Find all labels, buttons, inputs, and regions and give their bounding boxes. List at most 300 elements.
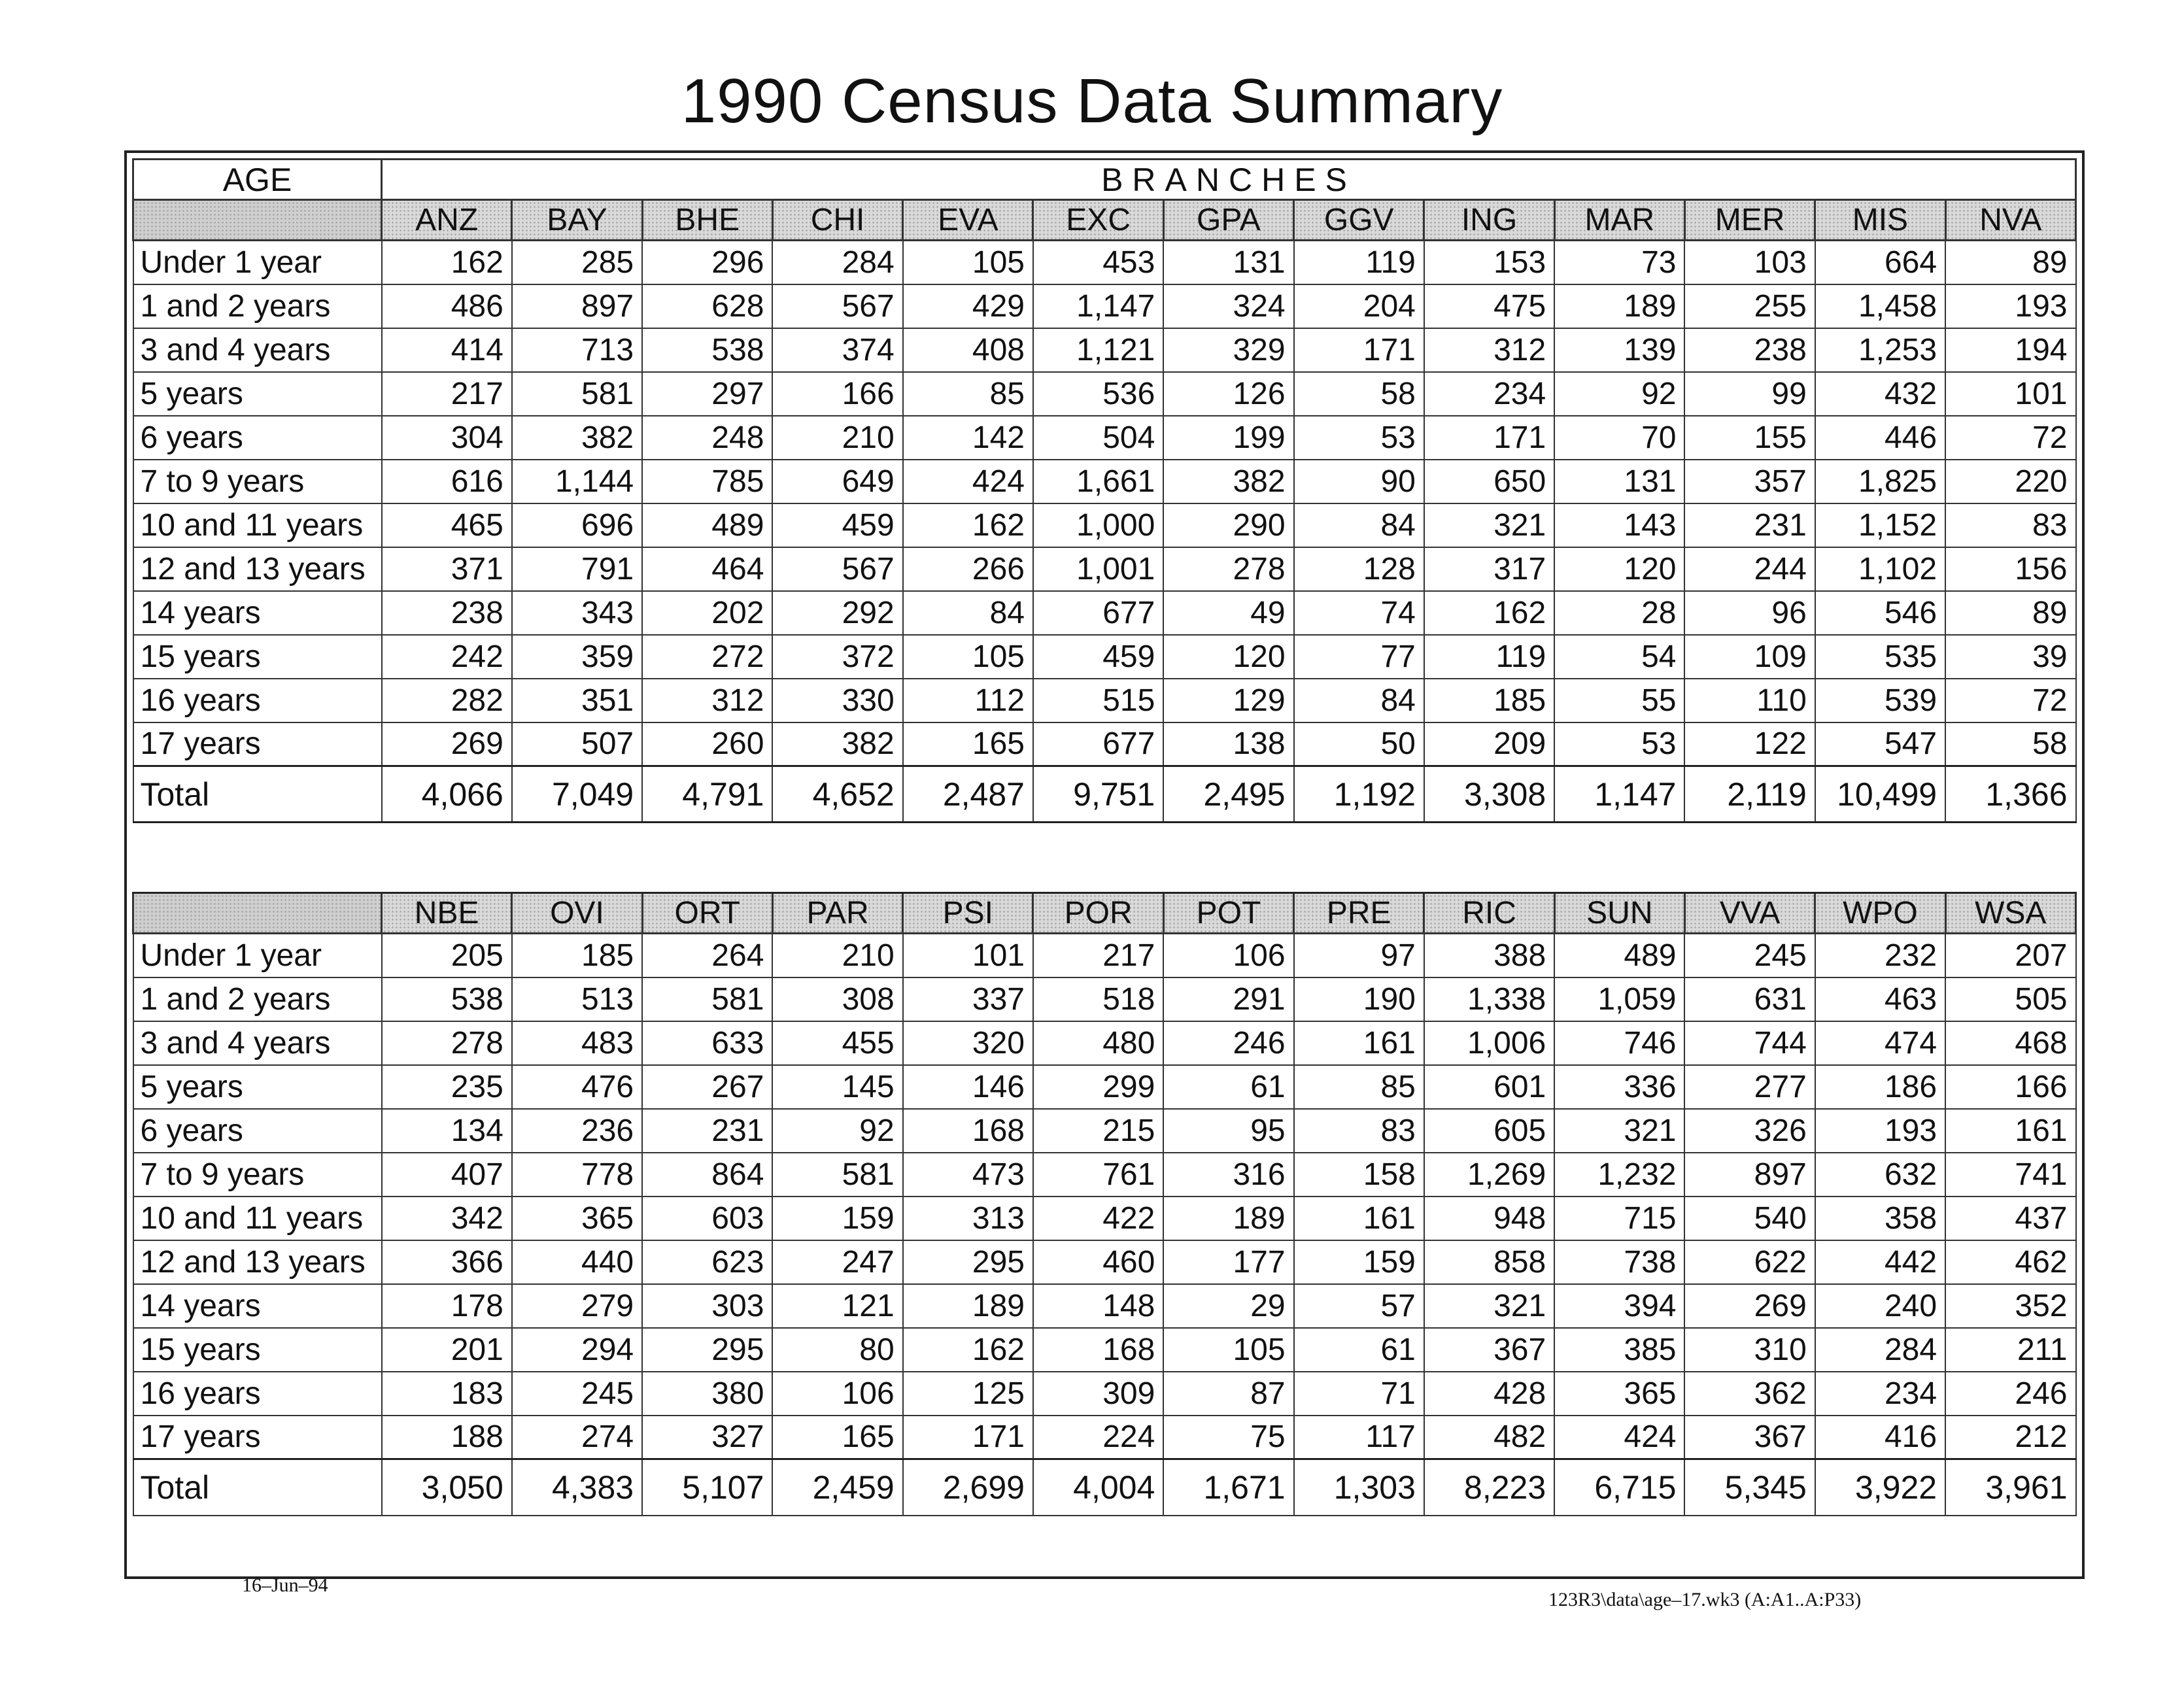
branch-code: POR <box>1033 893 1163 934</box>
population-cell: 162 <box>903 1328 1033 1372</box>
population-cell: 489 <box>642 503 772 547</box>
population-cell: 382 <box>512 416 642 460</box>
table-row <box>133 1153 2076 1197</box>
population-cell: 677 <box>1033 722 1163 766</box>
population-cell: 166 <box>1945 1065 2075 1109</box>
branch-code: NVA <box>1945 200 2075 241</box>
population-cell: 1,144 <box>512 460 642 503</box>
total-cell: 1,366 <box>1945 766 2075 823</box>
population-cell: 408 <box>903 328 1033 372</box>
population-cell: 199 <box>1163 416 1293 460</box>
population-cell: 146 <box>903 1065 1033 1109</box>
population-cell: 424 <box>1554 1416 1684 1459</box>
population-cell: 247 <box>772 1240 902 1284</box>
branch-code: GGV <box>1294 200 1424 241</box>
population-cell: 72 <box>1945 416 2075 460</box>
population-cell: 303 <box>642 1284 772 1328</box>
population-cell: 462 <box>1945 1240 2075 1284</box>
population-cell: 321 <box>1424 1284 1554 1328</box>
branch-code: VVA <box>1684 893 1815 934</box>
population-cell: 264 <box>642 934 772 977</box>
population-cell: 864 <box>642 1153 772 1197</box>
population-cell: 90 <box>1294 460 1424 503</box>
population-cell: 224 <box>1033 1416 1163 1459</box>
population-cell: 547 <box>1815 722 1945 766</box>
branch-code: WSA <box>1945 893 2075 934</box>
population-cell: 432 <box>1815 372 1945 416</box>
population-cell: 53 <box>1554 722 1684 766</box>
age-group-label: Under 1 year <box>133 241 382 284</box>
population-cell: 166 <box>772 372 902 416</box>
population-cell: 468 <box>1945 1021 2075 1065</box>
total-cell: 4,066 <box>382 766 512 823</box>
population-cell: 171 <box>1294 328 1424 372</box>
population-cell: 101 <box>903 934 1033 977</box>
population-cell: 1,001 <box>1033 547 1163 591</box>
population-cell: 422 <box>1033 1197 1163 1240</box>
population-cell: 535 <box>1815 635 1945 679</box>
population-cell: 416 <box>1815 1416 1945 1459</box>
age-group-label: 15 years <box>133 635 382 679</box>
population-cell: 188 <box>382 1416 512 1459</box>
population-cell: 61 <box>1163 1065 1293 1109</box>
population-cell: 744 <box>1684 1021 1815 1065</box>
population-cell: 380 <box>642 1372 772 1416</box>
population-cell: 394 <box>1554 1284 1684 1328</box>
population-cell: 212 <box>1945 1416 2075 1459</box>
population-cell: 540 <box>1684 1197 1815 1240</box>
population-cell: 235 <box>382 1065 512 1109</box>
table-row <box>133 1197 2076 1240</box>
population-cell: 248 <box>642 416 772 460</box>
population-cell: 73 <box>1554 241 1684 284</box>
population-cell: 112 <box>903 679 1033 722</box>
age-group-label: 16 years <box>133 1372 382 1416</box>
population-cell: 312 <box>642 679 772 722</box>
total-cell: 1,303 <box>1294 1459 1424 1516</box>
total-cell: 10,499 <box>1815 766 1945 823</box>
population-cell: 103 <box>1684 241 1815 284</box>
population-cell: 28 <box>1554 591 1684 635</box>
total-label: Total <box>133 766 382 823</box>
table-row <box>133 241 2076 284</box>
branch-code: MAR <box>1554 200 1684 241</box>
age-group-label: 7 to 9 years <box>133 1153 382 1197</box>
population-cell: 474 <box>1815 1021 1945 1065</box>
population-cell: 313 <box>903 1197 1033 1240</box>
population-cell: 72 <box>1945 679 2075 722</box>
population-cell: 567 <box>772 284 902 328</box>
census-table-frame <box>124 150 2085 1579</box>
population-cell: 234 <box>1424 372 1554 416</box>
branch-code: ANZ <box>382 200 512 241</box>
population-cell: 424 <box>903 460 1033 503</box>
population-cell: 158 <box>1294 1153 1424 1197</box>
population-cell: 278 <box>1163 547 1293 591</box>
branch-code: PRE <box>1294 893 1424 934</box>
population-cell: 159 <box>1294 1240 1424 1284</box>
population-cell: 70 <box>1554 416 1684 460</box>
age-group-label: 10 and 11 years <box>133 503 382 547</box>
population-cell: 71 <box>1294 1372 1424 1416</box>
population-cell: 385 <box>1554 1328 1684 1372</box>
population-cell: 329 <box>1163 328 1293 372</box>
population-cell: 129 <box>1163 679 1293 722</box>
total-label: Total <box>133 1459 382 1516</box>
table-row <box>133 1416 2076 1459</box>
population-cell: 119 <box>1424 635 1554 679</box>
population-cell: 616 <box>382 460 512 503</box>
population-cell: 74 <box>1294 591 1424 635</box>
total-cell: 3,050 <box>382 1459 512 1516</box>
total-row <box>133 766 2076 823</box>
population-cell: 1,232 <box>1554 1153 1684 1197</box>
population-cell: 282 <box>382 679 512 722</box>
population-cell: 480 <box>1033 1021 1163 1065</box>
total-cell: 3,922 <box>1815 1459 1945 1516</box>
population-cell: 106 <box>772 1372 902 1416</box>
population-cell: 232 <box>1815 934 1945 977</box>
population-cell: 367 <box>1684 1416 1815 1459</box>
total-cell: 9,751 <box>1033 766 1163 823</box>
table-row <box>133 1284 2076 1328</box>
population-cell: 202 <box>642 591 772 635</box>
population-cell: 310 <box>1684 1328 1815 1372</box>
population-cell: 761 <box>1033 1153 1163 1197</box>
population-cell: 631 <box>1684 977 1815 1021</box>
population-cell: 75 <box>1163 1416 1293 1459</box>
table-row <box>133 1021 2076 1065</box>
population-cell: 77 <box>1294 635 1424 679</box>
total-cell: 8,223 <box>1424 1459 1554 1516</box>
total-cell: 3,961 <box>1945 1459 2075 1516</box>
population-cell: 1,006 <box>1424 1021 1554 1065</box>
population-cell: 664 <box>1815 241 1945 284</box>
age-group-label: 7 to 9 years <box>133 460 382 503</box>
population-cell: 161 <box>1294 1197 1424 1240</box>
population-cell: 538 <box>642 328 772 372</box>
population-cell: 778 <box>512 1153 642 1197</box>
population-cell: 482 <box>1424 1416 1554 1459</box>
population-cell: 105 <box>903 241 1033 284</box>
population-cell: 622 <box>1684 1240 1815 1284</box>
population-cell: 131 <box>1554 460 1684 503</box>
table-row <box>133 284 2076 328</box>
population-cell: 290 <box>1163 503 1293 547</box>
branch-code: MIS <box>1815 200 1945 241</box>
population-cell: 101 <box>1945 372 2075 416</box>
population-cell: 153 <box>1424 241 1554 284</box>
population-cell: 193 <box>1815 1109 1945 1153</box>
branch-code: ING <box>1424 200 1554 241</box>
population-cell: 741 <box>1945 1153 2075 1197</box>
population-cell: 312 <box>1424 328 1554 372</box>
table-row <box>133 722 2076 766</box>
population-cell: 948 <box>1424 1197 1554 1240</box>
population-cell: 539 <box>1815 679 1945 722</box>
branch-code: WPO <box>1815 893 1945 934</box>
population-cell: 255 <box>1684 284 1815 328</box>
age-group-label: 12 and 13 years <box>133 1240 382 1284</box>
population-cell: 117 <box>1294 1416 1424 1459</box>
population-cell: 507 <box>512 722 642 766</box>
population-cell: 382 <box>772 722 902 766</box>
age-group-label: 6 years <box>133 416 382 460</box>
population-cell: 29 <box>1163 1284 1293 1328</box>
branch-code: EXC <box>1033 200 1163 241</box>
population-cell: 359 <box>512 635 642 679</box>
population-cell: 476 <box>512 1065 642 1109</box>
population-cell: 85 <box>1294 1065 1424 1109</box>
population-cell: 97 <box>1294 934 1424 977</box>
table-row <box>133 1372 2076 1416</box>
population-cell: 1,121 <box>1033 328 1163 372</box>
population-cell: 475 <box>1424 284 1554 328</box>
population-cell: 168 <box>1033 1328 1163 1372</box>
population-cell: 260 <box>642 722 772 766</box>
population-cell: 649 <box>772 460 902 503</box>
total-cell: 5,107 <box>642 1459 772 1516</box>
population-cell: 623 <box>642 1240 772 1284</box>
population-cell: 138 <box>1163 722 1293 766</box>
total-cell: 1,671 <box>1163 1459 1293 1516</box>
table-row <box>133 977 2076 1021</box>
population-cell: 57 <box>1294 1284 1424 1328</box>
population-cell: 134 <box>382 1109 512 1153</box>
population-cell: 204 <box>1294 284 1424 328</box>
population-cell: 437 <box>1945 1197 2075 1240</box>
population-cell: 460 <box>1033 1240 1163 1284</box>
population-cell: 791 <box>512 547 642 591</box>
population-cell: 513 <box>512 977 642 1021</box>
age-group-label: 1 and 2 years <box>133 977 382 1021</box>
table-row <box>133 1240 2076 1284</box>
population-cell: 327 <box>642 1416 772 1459</box>
total-cell: 4,791 <box>642 766 772 823</box>
total-cell: 2,699 <box>903 1459 1033 1516</box>
population-cell: 321 <box>1424 503 1554 547</box>
population-cell: 246 <box>1163 1021 1293 1065</box>
branch-code: OVI <box>512 893 642 934</box>
population-cell: 407 <box>382 1153 512 1197</box>
population-cell: 279 <box>512 1284 642 1328</box>
population-cell: 245 <box>512 1372 642 1416</box>
population-cell: 715 <box>1554 1197 1684 1240</box>
population-cell: 156 <box>1945 547 2075 591</box>
population-cell: 178 <box>382 1284 512 1328</box>
population-cell: 343 <box>512 591 642 635</box>
population-cell: 429 <box>903 284 1033 328</box>
population-cell: 125 <box>903 1372 1033 1416</box>
population-cell: 58 <box>1945 722 2075 766</box>
population-cell: 274 <box>512 1416 642 1459</box>
population-cell: 185 <box>1424 679 1554 722</box>
age-group-label: 14 years <box>133 1284 382 1328</box>
total-cell: 2,459 <box>772 1459 902 1516</box>
population-cell: 365 <box>512 1197 642 1240</box>
population-cell: 414 <box>382 328 512 372</box>
table-row <box>133 547 2076 591</box>
population-cell: 120 <box>1554 547 1684 591</box>
population-cell: 126 <box>1163 372 1293 416</box>
population-cell: 330 <box>772 679 902 722</box>
population-cell: 80 <box>772 1328 902 1372</box>
age-group-label: 15 years <box>133 1328 382 1372</box>
population-cell: 337 <box>903 977 1033 1021</box>
branches-header: BRANCHES <box>382 160 2076 200</box>
population-cell: 536 <box>1033 372 1163 416</box>
population-cell: 453 <box>1033 241 1163 284</box>
population-cell: 486 <box>382 284 512 328</box>
population-cell: 84 <box>903 591 1033 635</box>
age-group-label: 17 years <box>133 1416 382 1459</box>
population-cell: 87 <box>1163 1372 1293 1416</box>
population-cell: 171 <box>903 1416 1033 1459</box>
branch-code: BAY <box>512 200 642 241</box>
population-cell: 581 <box>772 1153 902 1197</box>
population-cell: 162 <box>1424 591 1554 635</box>
age-group-label: 3 and 4 years <box>133 1021 382 1065</box>
population-cell: 155 <box>1684 416 1815 460</box>
population-cell: 371 <box>382 547 512 591</box>
population-cell: 83 <box>1945 503 2075 547</box>
population-cell: 240 <box>1815 1284 1945 1328</box>
population-cell: 463 <box>1815 977 1945 1021</box>
population-cell: 161 <box>1294 1021 1424 1065</box>
population-cell: 84 <box>1294 679 1424 722</box>
table-row <box>133 1328 2076 1372</box>
total-row <box>133 1459 2076 1516</box>
population-cell: 92 <box>772 1109 902 1153</box>
age-group-label: 16 years <box>133 679 382 722</box>
branch-code: SUN <box>1554 893 1684 934</box>
population-cell: 183 <box>382 1372 512 1416</box>
population-cell: 382 <box>1163 460 1293 503</box>
population-cell: 142 <box>903 416 1033 460</box>
population-cell: 326 <box>1684 1109 1815 1153</box>
population-cell: 473 <box>903 1153 1033 1197</box>
population-cell: 362 <box>1684 1372 1815 1416</box>
branch-code: ORT <box>642 893 772 934</box>
population-cell: 601 <box>1424 1065 1554 1109</box>
population-cell: 194 <box>1945 328 2075 372</box>
population-cell: 54 <box>1554 635 1684 679</box>
age-group-label: 14 years <box>133 591 382 635</box>
branch-code: NBE <box>382 893 512 934</box>
header-row <box>133 160 2076 200</box>
population-cell: 209 <box>1424 722 1554 766</box>
population-cell: 324 <box>1163 284 1293 328</box>
population-cell: 546 <box>1815 591 1945 635</box>
population-cell: 505 <box>1945 977 2075 1021</box>
population-cell: 295 <box>642 1328 772 1372</box>
population-cell: 234 <box>1815 1372 1945 1416</box>
branch-code: RIC <box>1424 893 1554 934</box>
branch-codes-row <box>133 200 2076 241</box>
population-cell: 53 <box>1294 416 1424 460</box>
population-cell: 1,102 <box>1815 547 1945 591</box>
population-cell: 515 <box>1033 679 1163 722</box>
total-cell: 2,119 <box>1684 766 1815 823</box>
branch-code: CHI <box>772 200 902 241</box>
population-cell: 269 <box>1684 1284 1815 1328</box>
population-cell: 357 <box>1684 460 1815 503</box>
population-cell: 185 <box>512 934 642 977</box>
population-cell: 162 <box>382 241 512 284</box>
population-cell: 244 <box>1684 547 1815 591</box>
population-cell: 272 <box>642 635 772 679</box>
population-cell: 89 <box>1945 241 2075 284</box>
population-cell: 440 <box>512 1240 642 1284</box>
population-cell: 1,269 <box>1424 1153 1554 1197</box>
population-cell: 603 <box>642 1197 772 1240</box>
population-cell: 320 <box>903 1021 1033 1065</box>
population-cell: 352 <box>1945 1284 2075 1328</box>
population-cell: 246 <box>1945 1372 2075 1416</box>
population-cell: 215 <box>1033 1109 1163 1153</box>
table-row <box>133 635 2076 679</box>
population-cell: 131 <box>1163 241 1293 284</box>
table-row <box>133 372 2076 416</box>
population-cell: 366 <box>382 1240 512 1284</box>
age-group-label: 12 and 13 years <box>133 547 382 591</box>
population-cell: 189 <box>1554 284 1684 328</box>
population-cell: 85 <box>903 372 1033 416</box>
age-header: AGE <box>133 160 382 200</box>
population-cell: 84 <box>1294 503 1424 547</box>
table-row <box>133 934 2076 977</box>
population-cell: 632 <box>1815 1153 1945 1197</box>
population-cell: 231 <box>1684 503 1815 547</box>
population-cell: 1,253 <box>1815 328 1945 372</box>
population-cell: 205 <box>382 934 512 977</box>
population-cell: 165 <box>903 722 1033 766</box>
population-cell: 165 <box>772 1416 902 1459</box>
population-cell: 738 <box>1554 1240 1684 1284</box>
population-cell: 201 <box>382 1328 512 1372</box>
age-group-label: 5 years <box>133 1065 382 1109</box>
population-cell: 105 <box>903 635 1033 679</box>
population-cell: 95 <box>1163 1109 1293 1153</box>
total-cell: 1,192 <box>1294 766 1424 823</box>
population-cell: 109 <box>1684 635 1815 679</box>
population-cell: 567 <box>772 547 902 591</box>
total-cell: 2,495 <box>1163 766 1293 823</box>
age-group-label: Under 1 year <box>133 934 382 977</box>
population-cell: 504 <box>1033 416 1163 460</box>
population-cell: 143 <box>1554 503 1684 547</box>
population-cell: 39 <box>1945 635 2075 679</box>
population-cell: 464 <box>642 547 772 591</box>
population-cell: 1,338 <box>1424 977 1554 1021</box>
population-cell: 161 <box>1945 1109 2075 1153</box>
population-cell: 304 <box>382 416 512 460</box>
table-row <box>133 503 2076 547</box>
population-cell: 442 <box>1815 1240 1945 1284</box>
total-cell: 5,345 <box>1684 1459 1815 1516</box>
population-cell: 211 <box>1945 1328 2075 1372</box>
population-cell: 581 <box>512 372 642 416</box>
population-cell: 61 <box>1294 1328 1424 1372</box>
document-title: 1990 Census Data Summary <box>681 66 1503 136</box>
total-cell: 4,652 <box>772 766 902 823</box>
table-row <box>133 328 2076 372</box>
population-cell: 785 <box>642 460 772 503</box>
branch-code: MER <box>1684 200 1815 241</box>
table-row <box>133 1065 2076 1109</box>
population-cell: 455 <box>772 1021 902 1065</box>
population-cell: 217 <box>1033 934 1163 977</box>
